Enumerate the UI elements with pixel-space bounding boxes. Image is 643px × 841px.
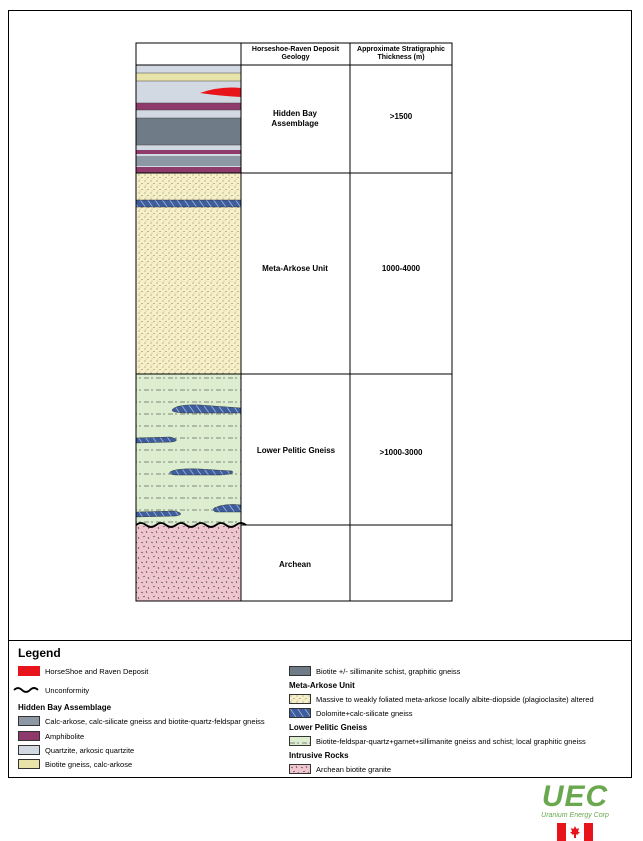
thickness-hba: >1500 <box>389 112 413 121</box>
legend-hba-3-label: Quartzite, arkosic quartzite <box>45 745 135 755</box>
legend-deposit <box>18 666 148 676</box>
unit-name-lpg: Lower Pelitic Gneiss <box>256 446 336 455</box>
legend-unconformity <box>13 685 89 695</box>
unit-name-archean: Archean <box>278 560 311 569</box>
legend-mau-2 <box>289 708 413 718</box>
meta-arkose-swatch <box>289 694 311 704</box>
hba-calc-arkose-layer <box>136 156 241 166</box>
legend-ir-1 <box>289 764 391 774</box>
archean-granite-layer <box>136 525 241 601</box>
hba-schist-layer <box>136 118 241 145</box>
unit-name-mau: Meta-Arkose Unit <box>262 264 328 273</box>
legend-hba-5 <box>289 666 460 676</box>
granite-swatch <box>289 764 311 774</box>
dolomite-lens-2 <box>136 437 177 443</box>
hba-amphibolite-layer <box>136 103 241 110</box>
header-thickness: Approximate Stratigraphic Thickness (m) <box>357 46 445 61</box>
legend-hba-4 <box>18 759 132 769</box>
logo-subtitle: Uranium Energy Corp <box>541 812 609 819</box>
quartzite-swatch <box>18 745 40 755</box>
legend-separator <box>8 640 632 641</box>
hba-biotite-gneiss-layer <box>136 73 241 81</box>
thickness-lpg: >1000-3000 <box>379 448 423 457</box>
legend-ir-1-label: Archean biotite granite <box>316 764 392 774</box>
legend-hba-5-label: Biotite +/- sillimanite schist, graphitic gneiss <box>316 666 461 676</box>
canada-flag-icon <box>557 823 593 841</box>
legend-hba-2-label: Amphibolite <box>45 731 85 741</box>
hba-amphibolite-layer-3 <box>136 167 241 173</box>
biotite-gneiss-swatch <box>18 759 40 769</box>
pelitic-swatch <box>289 736 311 746</box>
dolomite-band <box>136 200 241 207</box>
logo-text: UEC <box>541 780 609 813</box>
uec-logo <box>535 782 615 841</box>
pelitic-gneiss-layer <box>136 374 241 525</box>
legend-ir-heading: Intrusive Rocks <box>289 751 349 760</box>
legend-hba-1 <box>18 716 265 726</box>
unconformity-icon <box>13 685 43 695</box>
legend-lpg-heading: Lower Pelitic Gneiss <box>289 723 368 732</box>
legend-mau-1-label: Massive to weakly foliated meta-arkose locally albite-diopside (plagioclasite) altered <box>316 694 594 704</box>
calc-arkose-swatch <box>18 716 40 726</box>
legend-deposit-label: HorseShoe and Raven Deposit <box>45 666 149 676</box>
unit-name-hba: Hidden Bay Assemblage <box>271 109 319 128</box>
legend-mau-1 <box>289 694 594 704</box>
schist-swatch <box>289 666 311 676</box>
legend-hba-2 <box>18 731 84 741</box>
thickness-mau: 1000-4000 <box>381 264 421 273</box>
dolomite-swatch <box>289 708 311 718</box>
hba-amphibolite-layer-2 <box>136 150 241 154</box>
legend-mau-heading: Meta-Arkose Unit <box>289 681 355 690</box>
legend-lpg-1-label: Biotite-feldspar-quartz+garnet+sillimanite gneiss and schist; local graphitic gneiss <box>316 736 586 746</box>
legend-hba-1-label: Calc-arkose, calc-silicate gneiss and biotite-quartz-feldspar gneiss <box>45 716 265 726</box>
amphibolite-swatch <box>18 731 40 741</box>
legend-hba-4-label: Biotite gneiss, calc-arkose <box>45 759 133 769</box>
legend-lpg-1 <box>289 736 586 746</box>
legend-hba-heading: Hidden Bay Assemblage <box>18 703 112 712</box>
legend-mau-2-label: Dolomite+calc-silicate gneiss <box>316 708 413 718</box>
legend-title: Legend <box>18 646 61 660</box>
header-geology: Horseshoe-Raven Deposit Geology <box>251 46 340 61</box>
deposit-swatch <box>18 666 40 676</box>
legend-hba-3 <box>18 745 134 755</box>
dolomite-lens-4 <box>136 511 181 517</box>
legend-unconformity-label: Unconformity <box>45 685 90 695</box>
